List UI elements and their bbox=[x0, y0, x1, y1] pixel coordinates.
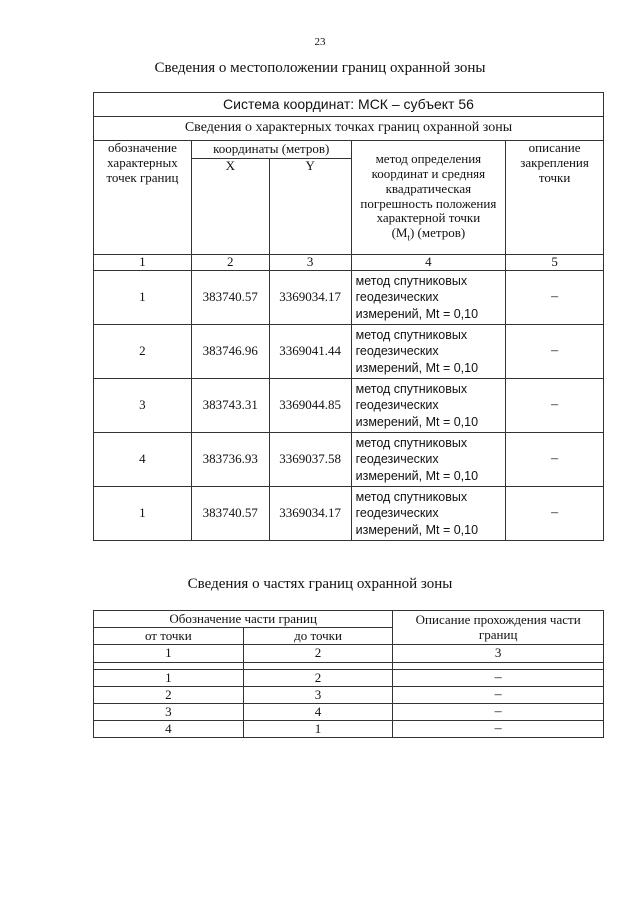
header-method bbox=[351, 141, 506, 255]
table-row bbox=[94, 704, 604, 721]
method-text: метод спутниковых геодезических измерений, Mt = 0,10 bbox=[351, 487, 506, 541]
from-point: 3 bbox=[94, 704, 244, 721]
coord-x: 383740.57 bbox=[191, 271, 269, 325]
from-point: 4 bbox=[94, 721, 244, 738]
point-description: – bbox=[506, 487, 604, 541]
point-number: 1 bbox=[94, 271, 192, 325]
coord-y: 3369041.44 bbox=[269, 325, 351, 379]
header-designation: обозначение характерных точек границ bbox=[94, 141, 192, 255]
method-text: метод спутниковых геодезических измерений, Mt = 0,10 bbox=[351, 433, 506, 487]
point-number: 3 bbox=[94, 379, 192, 433]
point-number: 2 bbox=[94, 325, 192, 379]
table-row bbox=[94, 271, 604, 325]
header-from-point: от точки bbox=[94, 628, 244, 645]
points-subtitle: Сведения о характерных точках границ охранной зоны bbox=[94, 117, 604, 141]
point-description: – bbox=[506, 433, 604, 487]
method-text: метод спутниковых геодезических измерений, Mt = 0,10 bbox=[351, 271, 506, 325]
from-point: 1 bbox=[94, 670, 244, 687]
points-table-title: Сведения о местоположении границ охранной зоны bbox=[154, 60, 486, 76]
header-coordinates: координаты (метров) bbox=[191, 141, 351, 159]
table-row bbox=[94, 721, 604, 738]
coordinate-system: Система координат: МСК – субъект 56 bbox=[94, 93, 604, 117]
column-number: 5 bbox=[506, 255, 604, 271]
column-number: 2 bbox=[243, 645, 393, 663]
column-number: 3 bbox=[393, 645, 604, 663]
column-number: 2 bbox=[191, 255, 269, 271]
column-number: 1 bbox=[94, 645, 244, 663]
header-part-designation: Обозначение части границ bbox=[94, 611, 393, 628]
header-x: X bbox=[191, 159, 269, 255]
table-row bbox=[94, 325, 604, 379]
part-description: – bbox=[393, 704, 604, 721]
coord-x: 383740.57 bbox=[191, 487, 269, 541]
header-description: описание закрепления точки bbox=[506, 141, 604, 255]
header-method-unit: $(M_t)$ (метров) bbox=[391, 225, 466, 243]
column-number: 4 bbox=[351, 255, 506, 271]
to-point: 4 bbox=[243, 704, 393, 721]
spacer-row bbox=[94, 663, 604, 670]
table-row bbox=[94, 379, 604, 433]
coord-x: 383746.96 bbox=[191, 325, 269, 379]
part-description: – bbox=[393, 721, 604, 738]
coord-x: 383743.31 bbox=[191, 379, 269, 433]
header-method-text: метод определения координат и средняя квадратическая погрешность положения характерной точки bbox=[360, 150, 497, 226]
coord-y: 3369034.17 bbox=[269, 271, 351, 325]
point-number: 4 bbox=[94, 433, 192, 487]
to-point: 3 bbox=[243, 687, 393, 704]
coord-y: 3369034.17 bbox=[269, 487, 351, 541]
table-row bbox=[94, 487, 604, 541]
coord-y: 3369044.85 bbox=[269, 379, 351, 433]
to-point: 2 bbox=[243, 670, 393, 687]
point-number: 1 bbox=[94, 487, 192, 541]
parts-table-title: Сведения о частях границ охранной зоны bbox=[187, 576, 453, 592]
coord-x: 383736.93 bbox=[191, 433, 269, 487]
to-point: 1 bbox=[243, 721, 393, 738]
table-row bbox=[94, 433, 604, 487]
boundary-parts-table bbox=[93, 610, 604, 738]
from-point: 2 bbox=[94, 687, 244, 704]
boundary-points-table bbox=[93, 92, 604, 541]
method-text: метод спутниковых геодезических измерений, Mt = 0,10 bbox=[351, 379, 506, 433]
header-y: Y bbox=[269, 159, 351, 255]
table-row bbox=[94, 687, 604, 704]
point-description: – bbox=[506, 271, 604, 325]
column-number: 3 bbox=[269, 255, 351, 271]
part-description: – bbox=[393, 687, 604, 704]
method-text: метод спутниковых геодезических измерений, Mt = 0,10 bbox=[351, 325, 506, 379]
header-to-point: до точки bbox=[243, 628, 393, 645]
point-description: – bbox=[506, 325, 604, 379]
page-number: 23 bbox=[314, 36, 326, 48]
part-description: – bbox=[393, 670, 604, 687]
coord-y: 3369037.58 bbox=[269, 433, 351, 487]
header-part-description: Описание прохождения части границ bbox=[393, 611, 604, 645]
table-row bbox=[94, 670, 604, 687]
point-description: – bbox=[506, 379, 604, 433]
column-number: 1 bbox=[94, 255, 192, 271]
